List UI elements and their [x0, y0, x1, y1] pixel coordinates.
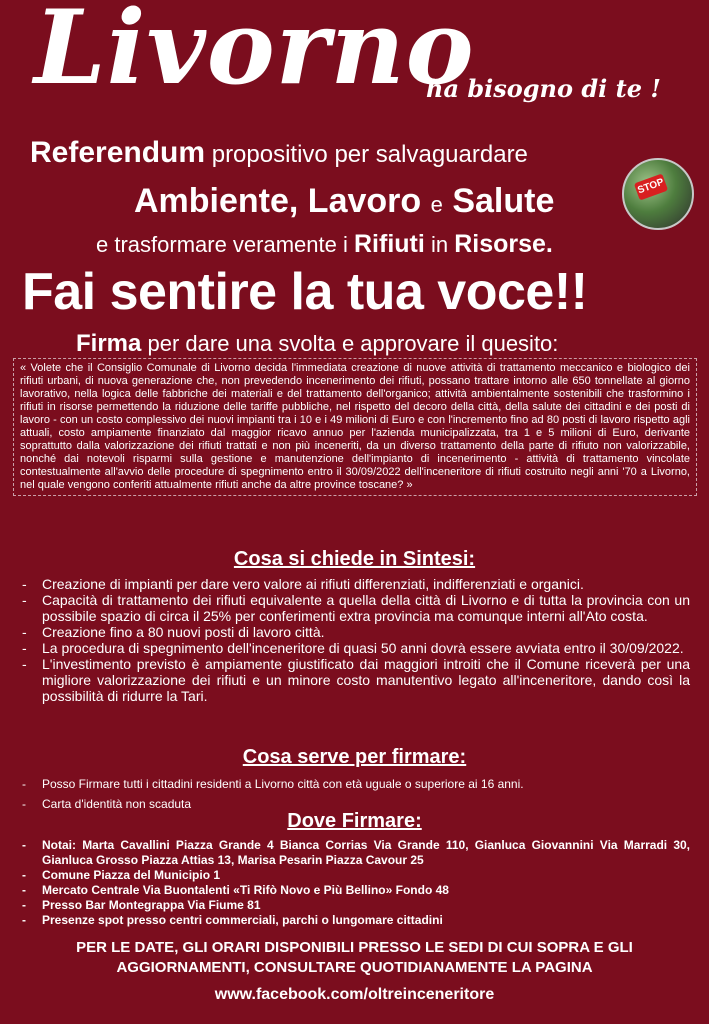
list-item: - La procedura di spegnimento dell'inceneritore di quasi 50 anni dovrà essere avviata entro il 30/09/2022.	[22, 640, 690, 656]
sintesi-title: Cosa si chiede in Sintesi:	[233, 548, 476, 570]
footer-line-1: PER LE DATE, GLI ORARI DISPONIBILI PRESSO LE SEDI DI CUI SOPRA E GLI	[76, 939, 633, 956]
list-item: - Capacità di trattamento dei rifiuti equivalente a quella della città di Livorno e di tutta la provincia con un possibile spazio di circa il 25% per conferimenti extra provincia ma comunque interni all'Ato costa.	[22, 592, 690, 624]
list-item: - Presso Bar Montegrappa Via Fiume 81	[22, 898, 690, 913]
list-item: - Creazione di impianti per dare vero valore ai rifiuti differenziati, indifferenziati e organici.	[22, 576, 690, 592]
firma-word: Firma	[76, 330, 142, 357]
in-word: in	[430, 232, 449, 257]
facebook-link[interactable]: www.facebook.com/oltreinceneritore	[214, 986, 495, 1003]
list-item: - Posso Firmare tutti i cittadini residenti a Livorno città con età uguale o superiore ai 16 anni.	[22, 776, 690, 792]
logo-stop-text: STOP	[634, 173, 668, 200]
list-item: - Comune Piazza del Municipio 1	[22, 868, 690, 883]
rifiuti-word: Rifiuti	[354, 230, 425, 258]
ambiente-lavoro: Ambiente, Lavoro	[134, 182, 422, 220]
list-item: - Presenze spot presso centri commerciali, parchi o lungomare cittadini	[22, 913, 690, 928]
city-title: Livorno	[34, 0, 475, 108]
list-item: - L'investimento previsto è ampiamente giustificato dai maggiori introiti che il Comune riceverà per una migliore valorizzazione dei rifiuti e un minore costo manutentivo legato all'inceneritore, dando così la possibilità di ridurre la Tari.	[22, 656, 690, 704]
referendum-word: Referendum	[30, 136, 206, 169]
transform-text: e trasformare veramente i	[96, 232, 348, 257]
values-line	[134, 182, 554, 221]
salute: Salute	[452, 182, 555, 220]
referendum-rest: propositivo per salvaguardare	[211, 141, 528, 168]
transform-line	[96, 230, 553, 259]
main-headline: Fai sentire la tua voce!!	[22, 263, 588, 321]
poster-header	[0, 0, 709, 128]
referendum-line	[30, 136, 528, 170]
list-item: - Creazione fino a 80 nuovi posti di lavoro città.	[22, 624, 690, 640]
footer-notice	[0, 938, 709, 978]
and-word: e	[430, 192, 443, 217]
serve-title: Cosa serve per firmare:	[242, 746, 467, 768]
tagline: ha bisogno di te !	[426, 74, 661, 103]
list-item: - Notai: Marta Cavallini Piazza Grande 4 Bianca Corrias Via Grande 110, Gianluca Giovannini Via Marradi 30, Gianluca Grosso Piazza Attias 13, Marisa Pesarin Piazza Cavour 25	[22, 838, 690, 868]
risorse-word: Risorse.	[454, 230, 553, 258]
firma-rest: per dare una svolta e approvare il quesito:	[147, 331, 559, 356]
list-item: - Mercato Centrale Via Buontalenti «Ti Rifò Novo e Più Bellino» Fondo 48	[22, 883, 690, 898]
referendum-question: « Volete che il Consiglio Comunale di Livorno decida l'immediata creazione di nuove attività di trattamento meccanico e biologico dei rifiuti urbani, di nuova generazione che, non prevedendo incenerimento dei rifiuti, possano trattare intorno alle 650 tonnellate al giorno lavorativo, nella logica delle fabbriche dei materiali e del trattamento dell'organico; attività ambientalmente sostenibili che trasformino i rifiuti in risorse permettendo la riduzione delle tariffe pubbliche, nel rispetto del decoro della città, della salute dei cittadini e dei posti di lavoro - con un costo complessivo dei nuovi impianti tra i 10 e i 49 milioni di Euro e con l'incremento fino ad 80 posti di lavoro rispetto agli attuali, costo ampiamente finanziato dal maggior ricavo annuo per l'azienda municipalizzata, tra 1 e 5 milioni di Euro, derivante soprattutto dalla valorizzazione dei rifiuti trattati e non più inceneriti, da un diverso trattamento della parte di rifiuto non valorizzabile, nonché dai notevoli risparmi sulla gestione e manutenzione dell'impianto di incenerimento - attività di trattamento vincolate contestualmente all'avvio delle procedure di spegnimento entro il 30/09/2022 dell'inceneritore di rifiuti costruito negli anni '70 a Livorno, nel quale vengono conferiti attualmente rifiuti anche da altre province toscane? »	[13, 358, 697, 496]
sintesi-list	[22, 576, 690, 704]
dove-list	[22, 838, 690, 928]
stop-incinerator-logo	[622, 158, 694, 230]
list-item: - Carta d'identità non scaduta	[22, 796, 690, 812]
dove-title: Dove Firmare:	[287, 810, 422, 832]
firma-line	[76, 330, 558, 358]
footer-line-2: AGGIORNAMENTI, CONSULTARE QUOTIDIANAMENTE LA PAGINA	[116, 959, 593, 976]
